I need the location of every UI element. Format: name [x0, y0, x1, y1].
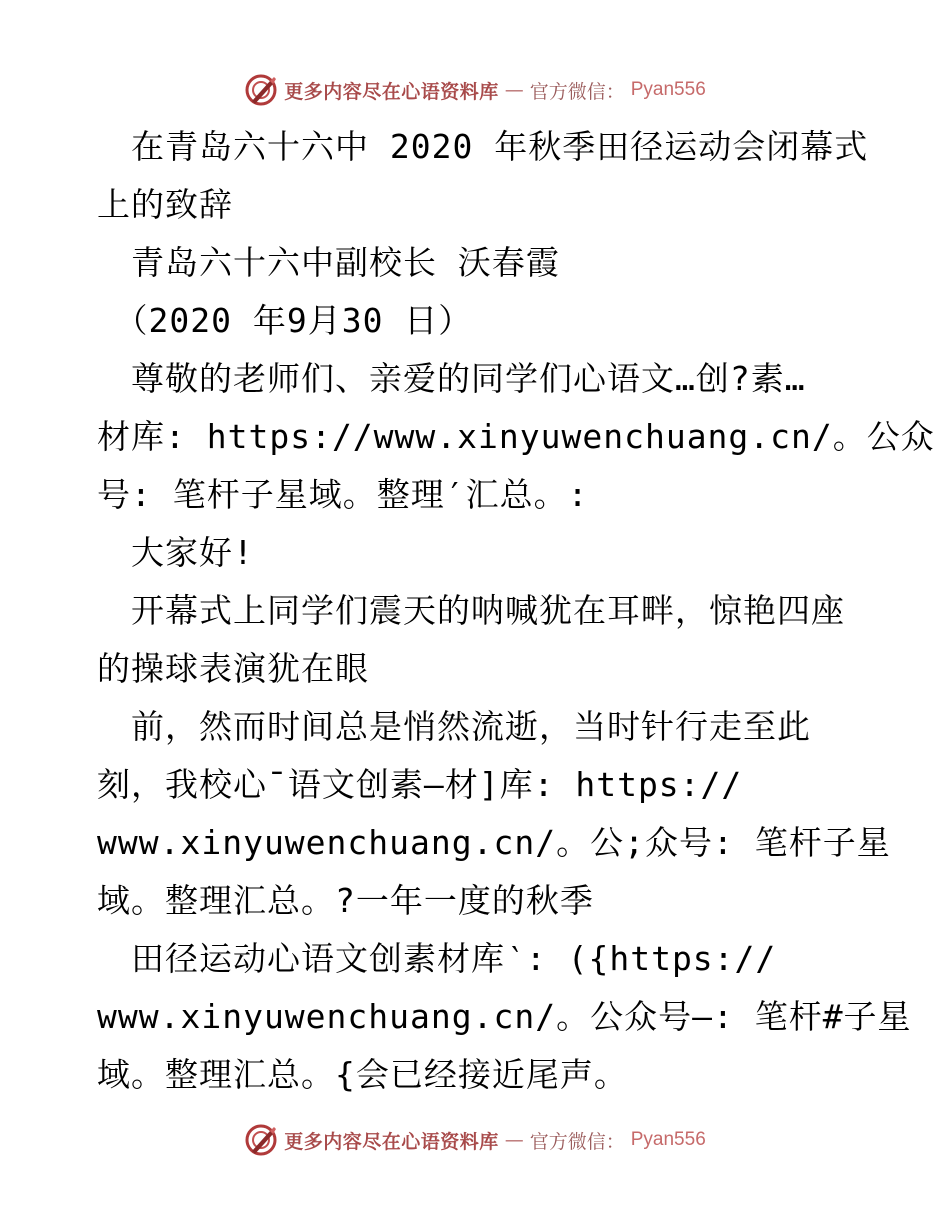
- text-line: 上的致辞: [97, 185, 233, 224]
- header-watermark: [0, 70, 950, 110]
- text-line: （2020 年9月30 日）: [97, 301, 473, 340]
- text-line: 青岛六十六中副校长 沃春霞: [97, 243, 560, 282]
- text-line: 域。整理汇总。?一年一度的秋季: [97, 881, 594, 920]
- watermark-separator: —: [504, 1129, 524, 1151]
- text-line: 开幕式上同学们震天的呐喊犹在耳畔，惊艳四座: [97, 591, 845, 630]
- pen-logo-icon: [244, 73, 278, 107]
- watermark-text: 更多内容尽在心语资料库: [284, 1130, 499, 1153]
- text-line: www.xinyuwenchuang.cn/。公;众号: 笔杆子星: [97, 823, 891, 862]
- text-line: 前，然而时间总是悄然流逝，当时针行走至此: [97, 707, 811, 746]
- text-line: 在青岛六十六中 2020 年秋季田径运动会闭幕式: [97, 127, 869, 166]
- text-line: 号: 笔杆子星域。整理′汇总。:: [97, 475, 589, 514]
- watermark-wechat-id: Pyan556: [630, 79, 706, 100]
- text-line: 大家好!: [97, 533, 254, 572]
- text-line: 材库: https://www.xinyuwenchuang.cn/。公众: [97, 417, 935, 456]
- watermark-wechat-label: 官方微信：: [529, 80, 625, 103]
- footer-watermark: [0, 1120, 950, 1160]
- watermark-wechat-id: Pyan556: [630, 1129, 706, 1150]
- watermark-separator: —: [504, 79, 524, 101]
- text-line: www.xinyuwenchuang.cn/。公众号—: 笔杆#子星: [97, 997, 912, 1036]
- document-body: [97, 118, 935, 1104]
- watermark-wechat-label: 官方微信：: [529, 1130, 625, 1153]
- text-line: 域。整理汇总。{会已经接近尾声。: [97, 1055, 628, 1094]
- watermark-text: 更多内容尽在心语资料库: [284, 80, 499, 103]
- pen-logo-icon: [244, 1123, 278, 1157]
- text-line: 的操球表演犹在眼: [97, 649, 369, 688]
- text-line: 刻，我校心¯语文创素—材]库: https://: [97, 765, 743, 804]
- text-line: 尊敬的老师们、亲爱的同学们心语文…创?素…: [97, 359, 806, 398]
- text-line: 田径运动心语文创素材库‵: ({https://: [97, 939, 777, 978]
